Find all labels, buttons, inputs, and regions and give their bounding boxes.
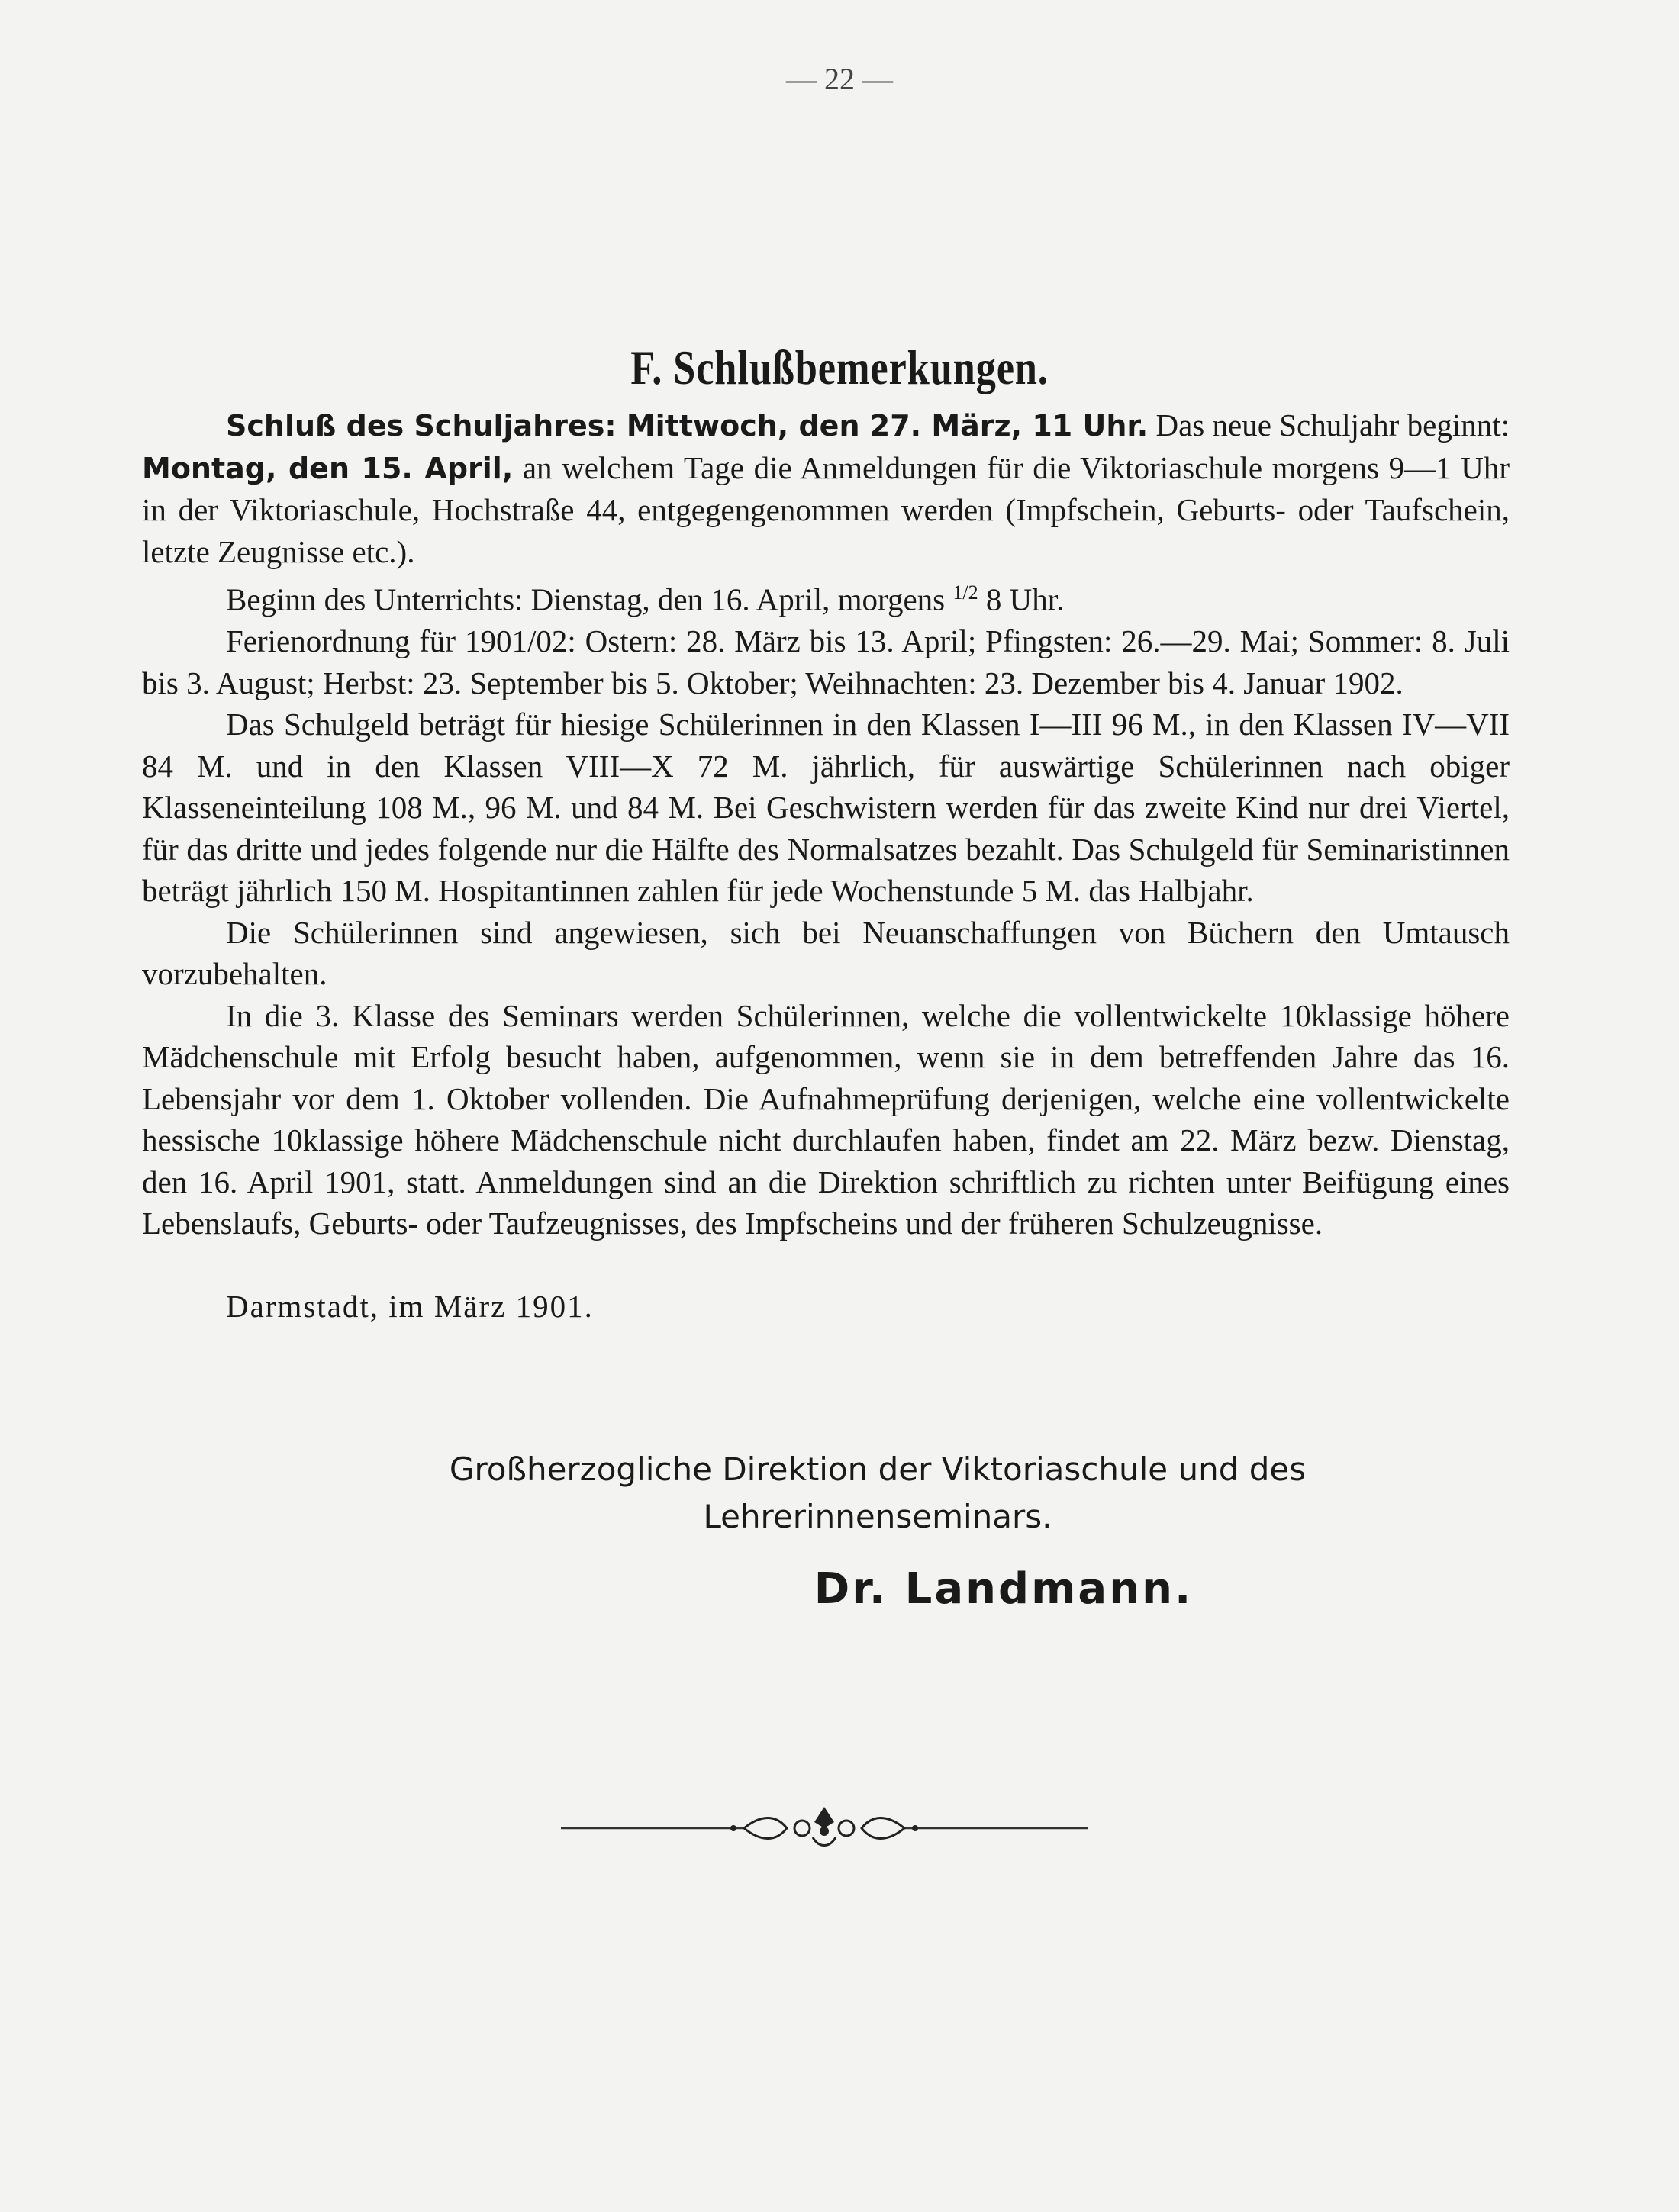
section-heading: F. Schlußbemerkungen. (630, 340, 1049, 394)
paragraph-lessons-start (142, 572, 1510, 620)
dateline: Darmstadt, im März 1901. (226, 1288, 594, 1324)
page-number: — 22 — (786, 62, 893, 96)
signatory-name: Dr. Landmann. (814, 1564, 1194, 1614)
half-fraction: 1/2 (952, 581, 978, 604)
school-year-start-label: Das neue Schuljahr beginnt: (1148, 407, 1510, 443)
paragraph-books: Die Schülerinnen sind angewiesen, sich bei Neuanschaffungen von Büchern den Umtausch vorzubehalten. (142, 914, 1510, 992)
school-year-end: Schluß des Schuljahres: Mittwoch, den 27. März, 11 Uhr. (226, 409, 1149, 443)
issuing-authority (443, 1446, 1313, 1541)
paragraph-seminar: In die 3. Klasse des Seminars werden Schülerinnen, welche die vollentwickelte 10klassige höhere Mädchenschule mit Erfolg besucht haben, aufgenommen, wenn sie in dem betreffenden Jahre das 16. Lebensjahr vor dem 1. Oktober vollenden. Die Aufnahmeprüfung derjenigen, welche eine vollentwickelte hessische 10klassige höhere Mädchenschule nicht durchlaufen haben, findet am 22. März bezw. Dienstag, den 16. April 1901, statt. Anmeldungen sind an die Direktion schriftlich zu richten unter Beifügung eines Lebenslaufs, Geburts- oder Taufzeugnisses, des Impfscheins und der früheren Schulzeugnisse. (142, 997, 1510, 1241)
paragraph-holidays: Ferienordnung für 1901/02: Ostern: 28. März bis 13. April; Pfingsten: 26.—29. Mai; Sommer: 8. Juli bis 3. August; Herbst: 23. September bis 5. Oktober; Weihnachten: 23. Dezember bis 4. Januar 1902. (142, 623, 1510, 700)
paragraph-school-year (142, 404, 1510, 572)
paragraph-school-fees: Das Schulgeld beträgt für hiesige Schülerinnen in den Klassen I—III 96 M., in den Klassen IV—VII 84 M. und in den Klassen VIII—X 72 M. jährlich, für auswärtige Schülerinnen nach obiger Klasseneinteilung 108 M., 96 M. und 84 M. Bei Geschwistern werden für das zweite Kind nur drei Viertel, für das dritte und jedes folgende nur die Hälfte des Normalsatzes bezahlt. Das Schulgeld für Seminaristinnen beträgt jährlich 150 M. Hospitantinnen zahlen für jede Wochenstunde 5 M. das Halbjahr. (142, 707, 1510, 909)
authority-line-2: Lehrerinnenseminars. (703, 1498, 1052, 1535)
school-year-start-date: Montag, den 15. April, (142, 451, 514, 485)
authority-line-1: Großherzogliche Direktion der Viktoriaschule und des (449, 1451, 1307, 1488)
end-ornament (561, 1801, 1088, 1854)
lessons-start-time: 8 Uhr. (978, 581, 1065, 617)
body-text (142, 404, 1510, 1327)
registration-text: an welchem Tage die Anmeldungen für die Viktoriaschule morgens 9—1 Uhr in der Viktoriaschule, Hochstraße 44, entgegengenommen werden (Impfschein, Geburts- oder Taufschein, letzte Zeugnisse etc.). (142, 449, 1510, 569)
lessons-start-text: Beginn des Unterrichts: Dienstag, den 16. April, morgens (226, 581, 953, 617)
